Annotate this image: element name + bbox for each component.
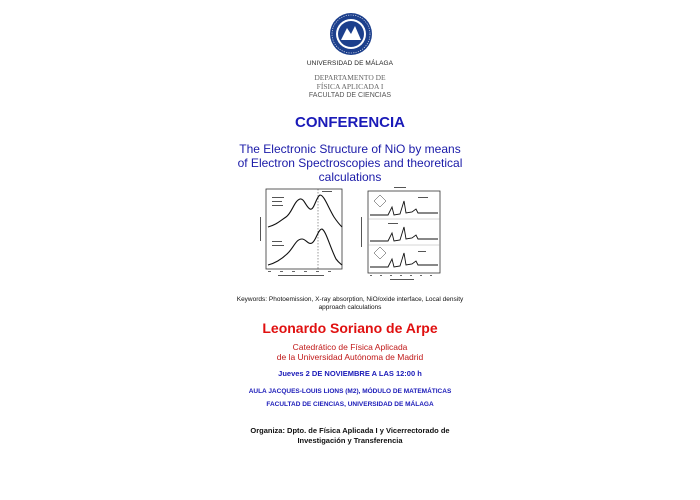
speaker-name: Leonardo Soriano de Arpe xyxy=(262,320,438,336)
event-date: Jueves 2 DE NOVIEMBRE A LAS 12:00 h xyxy=(278,369,422,378)
university-seal-icon xyxy=(329,12,373,56)
organizer xyxy=(0,426,700,446)
department-line-2: FÍSICA APLICADA I xyxy=(316,82,384,91)
event-type-heading: CONFERENCIA xyxy=(294,114,405,131)
organizer-line-1: Organiza: Dpto. de Física Aplicada I y Vicerrectorado de xyxy=(250,426,450,435)
talk-title xyxy=(0,142,700,184)
keywords-line-2: approach calculations xyxy=(318,304,382,311)
talk-title-line-2: of Electron Spectroscopies and theoretical xyxy=(237,156,463,170)
talk-title-line-3: calculations xyxy=(318,170,382,184)
speaker-role-line-2: de la Universidad Autónoma de Madrid xyxy=(276,352,424,362)
faculty-name: FACULTAD DE CIENCIAS xyxy=(308,92,392,99)
event-location-line-2: FACULTAD DE CIENCIAS, UNIVERSIDAD DE MÁLAGA xyxy=(266,401,434,408)
organizer-line-2: Investigación y Transferencia xyxy=(297,436,403,445)
x-ray-absorption-spectra-plot xyxy=(358,187,443,284)
speaker-role-line-1: Catedrático de Física Aplicada xyxy=(292,342,408,352)
university-name: UNIVERSIDAD DE MÁLAGA xyxy=(306,60,394,67)
department-line-1: DEPARTAMENTO DE xyxy=(314,73,386,82)
photoemission-spectra-plot xyxy=(258,187,344,283)
talk-title-line-1: The Electronic Structure of NiO by means xyxy=(239,142,461,156)
event-location-line-1: AULA JACQUES-LOUIS LIONS (M2), MÓDULO DE MATEMÁTICAS xyxy=(248,388,452,395)
keywords-line-1: Keywords: Photoemission, X-ray absorption, NiO/oxide interface, Local density xyxy=(236,296,464,303)
keywords xyxy=(0,296,700,312)
